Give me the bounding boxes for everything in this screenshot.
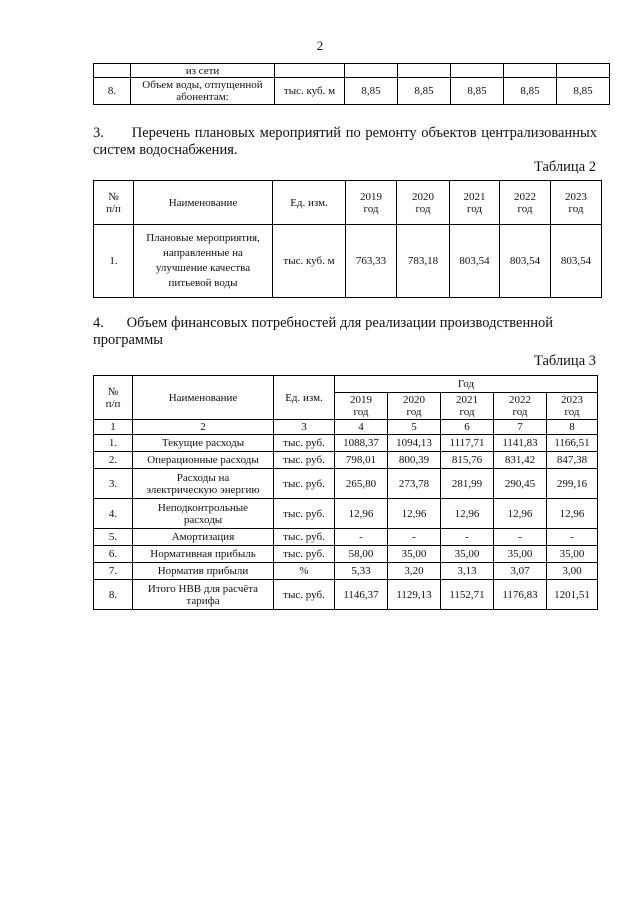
cell-value: 803,54 bbox=[551, 225, 602, 298]
table-2 bbox=[93, 180, 602, 298]
cell-value: 803,54 bbox=[500, 225, 551, 298]
cell-value: 815,76 bbox=[441, 452, 494, 469]
cell-unit: тыс. руб. bbox=[274, 580, 335, 610]
cell-value: 1129,13 bbox=[388, 580, 441, 610]
table-row bbox=[94, 435, 598, 452]
table-row bbox=[94, 563, 598, 580]
cell-value: 1141,83 bbox=[494, 435, 547, 452]
table-row bbox=[94, 452, 598, 469]
cell-unit: % bbox=[274, 563, 335, 580]
cell-value: 58,00 bbox=[335, 546, 388, 563]
column-number: 2 bbox=[133, 420, 274, 435]
cell-value: 1117,71 bbox=[441, 435, 494, 452]
cell-num: 5. bbox=[94, 529, 133, 546]
cell-value: - bbox=[441, 529, 494, 546]
cell-value: 8,85 bbox=[345, 78, 398, 105]
table-1-continuation bbox=[93, 63, 610, 105]
table-2-caption: Таблица 2 bbox=[533, 159, 596, 175]
table-row bbox=[94, 469, 598, 499]
header-name: Наименование bbox=[133, 376, 274, 420]
column-number: 5 bbox=[388, 420, 441, 435]
table-3 bbox=[93, 375, 598, 610]
table-row bbox=[94, 64, 610, 78]
cell-name: из сети bbox=[131, 64, 275, 78]
cell-name: Итого НВВ для расчёта тарифа bbox=[133, 580, 274, 610]
cell-value: 1088,37 bbox=[335, 435, 388, 452]
table-row bbox=[94, 78, 610, 105]
cell-unit: тыс. руб. bbox=[274, 529, 335, 546]
cell-num: 3. bbox=[94, 469, 133, 499]
cell-value: 290,45 bbox=[494, 469, 547, 499]
header-year: 2022 год bbox=[500, 181, 551, 225]
cell-unit: тыс. куб. м bbox=[273, 225, 346, 298]
cell-value: 1166,51 bbox=[547, 435, 598, 452]
cell-unit: тыс. руб. bbox=[274, 546, 335, 563]
header-unit: Ед. изм. bbox=[273, 181, 346, 225]
cell-name: Объем воды, отпущенной абонентам: bbox=[131, 78, 275, 105]
section-4-heading-line1: 4. Объем финансовых потребностей для реализации производственной bbox=[93, 315, 553, 331]
cell-name: Плановые мероприятия, направленные на улучшение качества питьевой воды bbox=[134, 225, 273, 298]
cell-value: 847,38 bbox=[547, 452, 598, 469]
cell-value: 3,20 bbox=[388, 563, 441, 580]
section-3-heading-line2: систем водоснабжения. bbox=[93, 142, 238, 158]
header-num: № п/п bbox=[94, 181, 134, 225]
cell-value: - bbox=[335, 529, 388, 546]
cell-name: Нормативная прибыль bbox=[133, 546, 274, 563]
cell-num: 2. bbox=[94, 452, 133, 469]
column-number: 6 bbox=[441, 420, 494, 435]
table-row bbox=[94, 499, 598, 529]
column-number: 4 bbox=[335, 420, 388, 435]
cell-value: - bbox=[547, 529, 598, 546]
cell-name: Неподконтрольные расходы bbox=[133, 499, 274, 529]
section-3-heading-line1: 3. Перечень плановых мероприятий по ремонту объектов централизованных bbox=[93, 125, 597, 141]
cell-value: 763,33 bbox=[346, 225, 397, 298]
header-year-group: Год bbox=[335, 376, 598, 393]
cell-unit: тыс. руб. bbox=[274, 499, 335, 529]
cell-value: 35,00 bbox=[441, 546, 494, 563]
column-number: 1 bbox=[94, 420, 133, 435]
cell-value: 273,78 bbox=[388, 469, 441, 499]
table-row bbox=[94, 225, 602, 298]
cell-value: 800,39 bbox=[388, 452, 441, 469]
table-row bbox=[94, 546, 598, 563]
cell-value: 831,42 bbox=[494, 452, 547, 469]
cell-value: 12,96 bbox=[441, 499, 494, 529]
header-name: Наименование bbox=[134, 181, 273, 225]
cell-value: 1094,13 bbox=[388, 435, 441, 452]
header-year: 2019 год bbox=[335, 393, 388, 420]
cell-value: 35,00 bbox=[494, 546, 547, 563]
cell-num: 1. bbox=[94, 225, 134, 298]
header-year: 2019 год bbox=[346, 181, 397, 225]
header-unit: Ед. изм. bbox=[274, 376, 335, 420]
cell-value: 8,85 bbox=[451, 78, 504, 105]
cell-value: - bbox=[494, 529, 547, 546]
cell-name: Амортизация bbox=[133, 529, 274, 546]
header-year: 2023 год bbox=[547, 393, 598, 420]
cell-value: 783,18 bbox=[397, 225, 450, 298]
cell-name: Операционные расходы bbox=[133, 452, 274, 469]
cell-name: Текущие расходы bbox=[133, 435, 274, 452]
column-number: 7 bbox=[494, 420, 547, 435]
cell-unit: тыс. руб. bbox=[274, 435, 335, 452]
cell-num: 1. bbox=[94, 435, 133, 452]
table-row bbox=[94, 529, 598, 546]
cell-value: 8,85 bbox=[557, 78, 610, 105]
cell-unit: тыс. руб. bbox=[274, 452, 335, 469]
cell-value: 1201,51 bbox=[547, 580, 598, 610]
table-header-row bbox=[94, 376, 598, 393]
header-year: 2020 год bbox=[397, 181, 450, 225]
cell-value: 1152,71 bbox=[441, 580, 494, 610]
cell-num: 8. bbox=[94, 580, 133, 610]
cell-value: 35,00 bbox=[388, 546, 441, 563]
cell-value: 12,96 bbox=[547, 499, 598, 529]
page-number: 2 bbox=[316, 38, 324, 53]
cell-value: 12,96 bbox=[494, 499, 547, 529]
cell-value: 12,96 bbox=[335, 499, 388, 529]
table-header-row bbox=[94, 181, 602, 225]
cell-value: 35,00 bbox=[547, 546, 598, 563]
cell-value: 3,13 bbox=[441, 563, 494, 580]
cell-value: 798,01 bbox=[335, 452, 388, 469]
cell-value: 3,07 bbox=[494, 563, 547, 580]
header-num: № п/п bbox=[94, 376, 133, 420]
cell-unit: тыс. куб. м bbox=[275, 78, 345, 105]
cell-value: 8,85 bbox=[504, 78, 557, 105]
cell-value: 5,33 bbox=[335, 563, 388, 580]
cell-value: 12,96 bbox=[388, 499, 441, 529]
cell-num: 6. bbox=[94, 546, 133, 563]
column-number: 3 bbox=[274, 420, 335, 435]
cell-value: 3,00 bbox=[547, 563, 598, 580]
table-3-caption: Таблица 3 bbox=[533, 353, 596, 369]
cell-num: 8. bbox=[94, 78, 131, 105]
cell-value: 803,54 bbox=[450, 225, 500, 298]
cell-name: Расходы на электрическую энергию bbox=[133, 469, 274, 499]
cell-value: 1176,83 bbox=[494, 580, 547, 610]
cell-num: 4. bbox=[94, 499, 133, 529]
cell-value: 8,85 bbox=[398, 78, 451, 105]
table-row bbox=[94, 580, 598, 610]
cell-value: 281,99 bbox=[441, 469, 494, 499]
cell-num: 7. bbox=[94, 563, 133, 580]
cell-value: - bbox=[388, 529, 441, 546]
header-year: 2021 год bbox=[450, 181, 500, 225]
cell-value: 299,16 bbox=[547, 469, 598, 499]
header-year: 2022 год bbox=[494, 393, 547, 420]
section-4-heading-line2: программы bbox=[93, 332, 163, 348]
cell-value: 1146,37 bbox=[335, 580, 388, 610]
header-year: 2023 год bbox=[551, 181, 602, 225]
cell-unit: тыс. руб. bbox=[274, 469, 335, 499]
cell-value: 265,80 bbox=[335, 469, 388, 499]
header-year: 2021 год bbox=[441, 393, 494, 420]
cell-name: Норматив прибыли bbox=[133, 563, 274, 580]
column-number-row bbox=[94, 420, 598, 435]
column-number: 8 bbox=[547, 420, 598, 435]
header-year: 2020 год bbox=[388, 393, 441, 420]
